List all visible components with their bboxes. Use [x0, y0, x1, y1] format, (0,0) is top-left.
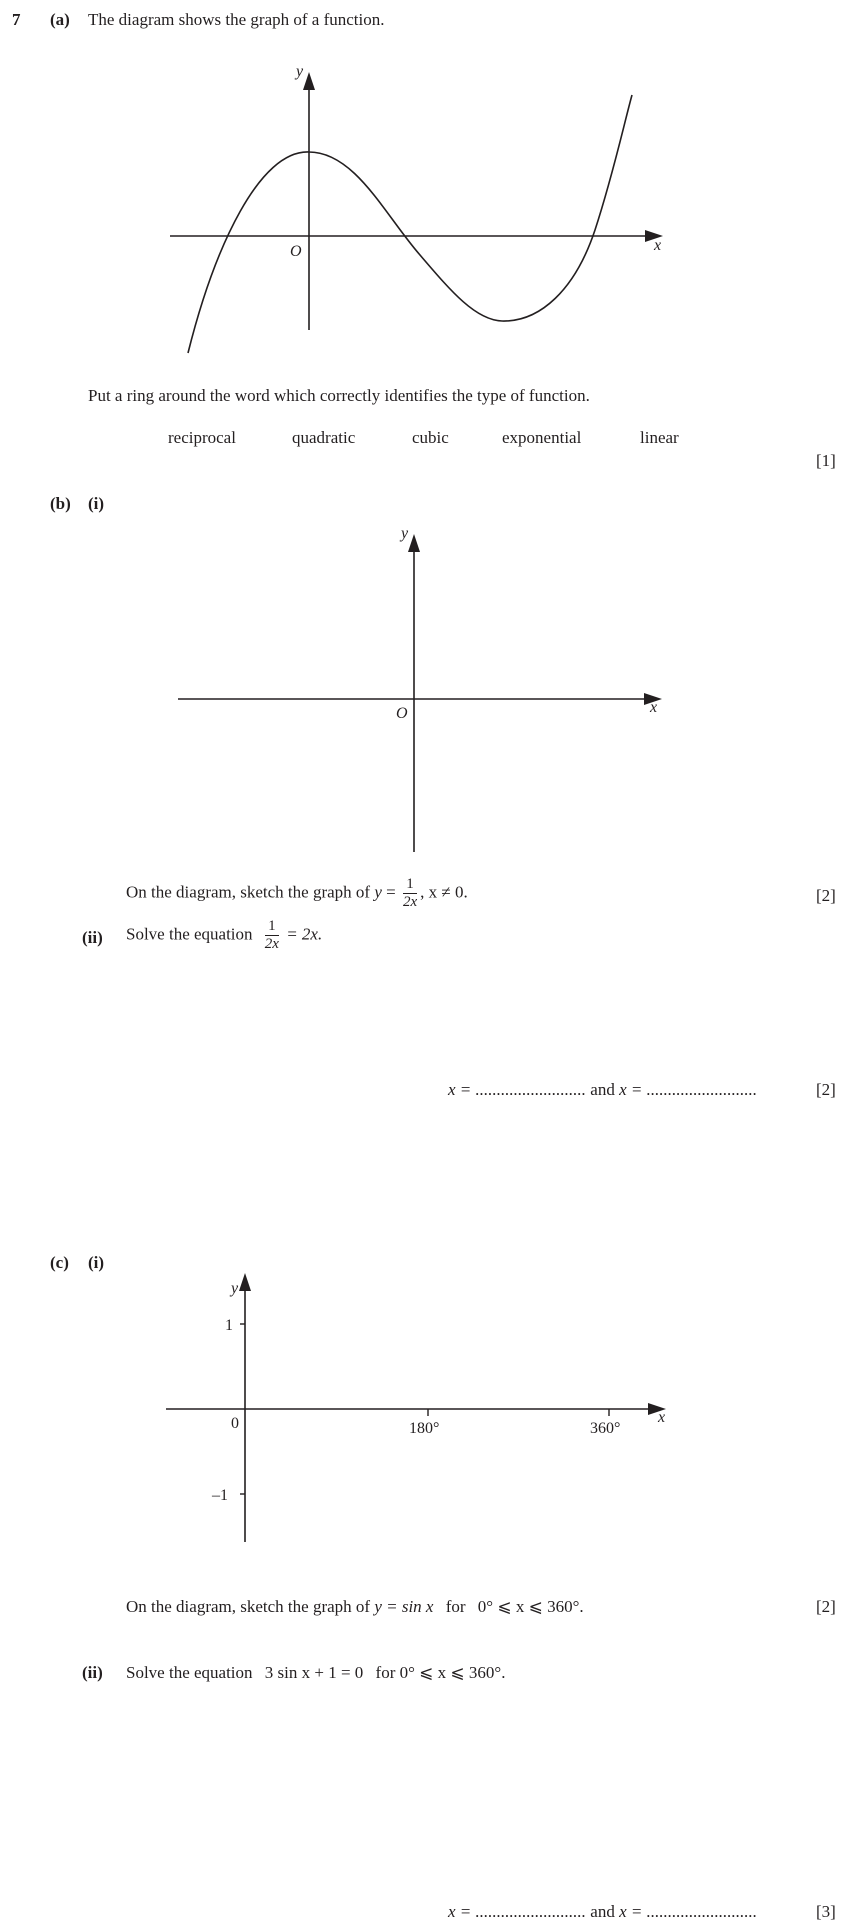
x-tick-label-360: 360° [590, 1420, 621, 1437]
part-c-i-marks: [2] [816, 1597, 836, 1616]
graph-b-y-label: y [401, 525, 409, 542]
cubic-curve [188, 95, 632, 353]
part-b-ii-answer-line [448, 1080, 757, 1100]
graph-c-y-label: y [231, 1280, 239, 1297]
part-b-ii-text-after: = 2x. [286, 924, 323, 944]
graph-a-y-label: y [296, 63, 304, 80]
option-cubic[interactable]: cubic [412, 428, 449, 447]
y-tick-label-1: 1 [225, 1317, 233, 1334]
part-b-ii-text: Solve the equation [126, 924, 253, 944]
part-b-i-frac-den: 2x [402, 894, 418, 910]
part-b-ii-frac-num: 1 [265, 919, 279, 936]
graph-b-x-label: x [650, 699, 658, 716]
part-c-ii-marks: [3] [816, 1902, 836, 1921]
part-c-ii-equation: 3 sin x + 1 = 0 [264, 1663, 364, 1682]
part-b-i-instruction [126, 877, 468, 910]
part-b-ii-instruction [126, 919, 322, 952]
graph-c-x-label: x [658, 1409, 666, 1426]
part-b-i-eq-lhs: y [374, 882, 382, 902]
option-exponential[interactable]: exponential [502, 428, 582, 447]
part-c-i-range: 0° ⩽ x ⩽ 360°. [477, 1597, 584, 1616]
part-c-i-label: (i) [88, 1253, 105, 1272]
part-c-i-equation: y = sin x [374, 1597, 434, 1616]
part-c-ii-range: 0° ⩽ x ⩽ 360°. [399, 1663, 506, 1682]
x-tick-label-180: 180° [409, 1420, 440, 1437]
part-c-ii-for: for [375, 1663, 396, 1682]
part-b-i-marks: [2] [816, 886, 836, 905]
cubic-graph [0, 0, 853, 360]
part-a-marks: [1] [816, 451, 836, 470]
part-c-ii-answer-line [448, 1902, 757, 1922]
part-c-i-instruction [126, 1597, 584, 1617]
graph-c-origin-label: 0 [231, 1415, 239, 1432]
part-c-ii-label: (ii) [82, 1663, 103, 1682]
graph-a-origin-label: O [290, 243, 302, 260]
graph-b-origin-label: O [396, 705, 408, 722]
part-a-instruction: Put a ring around the word which correctly identifies the type of function. [88, 386, 590, 405]
part-b-i-eq-sign: = [386, 882, 396, 902]
answer-x1-field[interactable]: x = .......................... [448, 1080, 587, 1099]
answer-and: and [590, 1080, 615, 1099]
part-b-ii-frac-den: 2x [264, 936, 279, 952]
answer-x2-field[interactable]: x = .......................... [619, 1902, 758, 1921]
part-c-i-text: On the diagram, sketch the graph of [126, 1597, 371, 1616]
part-c-label: (c) [50, 1253, 69, 1272]
part-b-i-fraction [403, 877, 417, 910]
part-b-i-text-after: , x ≠ 0. [420, 882, 468, 902]
graph-a-x-label: x [654, 237, 662, 254]
part-b-i-label: (i) [88, 494, 105, 513]
part-b-ii-marks: [2] [816, 1080, 836, 1099]
part-a-label: (a) [50, 10, 70, 29]
part-c-ii-text: Solve the equation [126, 1663, 253, 1682]
part-b-ii-fraction [265, 919, 279, 952]
blank-axes-b [0, 500, 853, 860]
y-axis-arrow [303, 72, 315, 90]
part-c-i-for: for [445, 1597, 466, 1616]
part-b-i-frac-num: 1 [403, 877, 417, 894]
y-axis-arrow [408, 534, 420, 552]
y-tick-label-minus-1: –1 [212, 1487, 228, 1504]
option-reciprocal[interactable]: reciprocal [168, 428, 236, 447]
part-b-ii-label: (ii) [82, 928, 103, 947]
part-b-label: (b) [50, 494, 71, 513]
function-options [0, 428, 853, 452]
answer-x1-field[interactable]: x = .......................... [448, 1902, 587, 1921]
sine-axes [0, 1270, 853, 1530]
answer-and: and [590, 1902, 615, 1921]
option-linear[interactable]: linear [640, 428, 679, 447]
y-axis-arrow [239, 1273, 251, 1291]
part-b-i-text: On the diagram, sketch the graph of [126, 882, 371, 902]
question-number: 7 [12, 10, 21, 29]
option-quadratic[interactable]: quadratic [292, 428, 356, 447]
part-a-intro: The diagram shows the graph of a function. [88, 10, 385, 29]
part-c-ii-instruction [126, 1663, 505, 1683]
answer-x2-field[interactable]: x = .......................... [619, 1080, 758, 1099]
